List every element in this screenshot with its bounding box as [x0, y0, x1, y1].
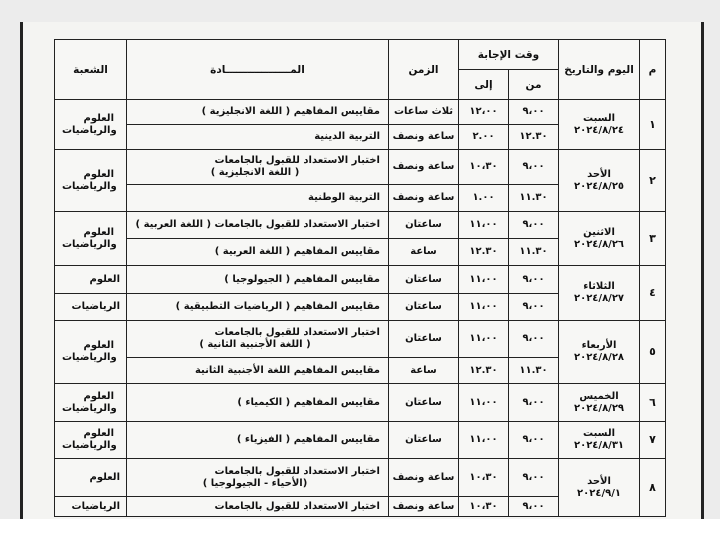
day-date-cell: [559, 100, 640, 150]
row-number: ٥: [640, 321, 666, 384]
duration: ثلاث ساعات: [389, 100, 459, 125]
duration: ساعتان: [389, 422, 459, 459]
branch-line: العلوم: [83, 428, 114, 439]
branch: [55, 150, 127, 212]
time-to: ١٠،٣٠: [459, 459, 509, 497]
header-duration: الزمن: [389, 40, 459, 100]
branch-line: والرياضيات: [62, 180, 117, 192]
branch-line: العلوم: [83, 112, 114, 124]
table-row: [55, 266, 666, 294]
subject: [127, 459, 389, 497]
row-number: ١: [640, 100, 666, 150]
day-name: الأحد: [587, 475, 611, 487]
time-to: ١٠،٣٠: [459, 150, 509, 185]
row-number: ٨: [640, 459, 666, 517]
day-date-cell: [559, 459, 640, 517]
subject-line: اختبار الاستعداد للقبول بالجامعات ( اللغة العربية ): [135, 219, 380, 230]
time-from: ٩،٠٠: [509, 294, 559, 321]
branch: العلوم: [55, 459, 127, 497]
branch-line: والرياضيات: [62, 124, 117, 136]
exam-date: ٢٠٢٤/٨/٢٨: [574, 352, 625, 363]
exam-date: ٢٠٢٤/٨/٣١: [574, 440, 625, 451]
subject-line: التربية الوطنية: [308, 192, 380, 203]
header-to: إلى: [459, 70, 509, 100]
subject-line: اختبار الاستعداد للقبول بالجامعات: [214, 155, 380, 166]
time-from: ١٢.٣٠: [509, 125, 559, 150]
subject-line: مقاييس المفاهيم اللغة الأجنبية الثانية: [194, 364, 380, 376]
header-from: من: [509, 70, 559, 100]
time-to: ١٢.٣٠: [459, 239, 509, 266]
branch: [55, 100, 127, 150]
subject-line: اختبار الاستعداد للقبول بالجامعات: [214, 465, 380, 477]
subject-line: ( اللغة الانجليزية ): [210, 167, 300, 178]
day-date-cell: [559, 150, 640, 212]
schedule-body: [55, 100, 666, 517]
header-num: م: [640, 40, 666, 100]
branch-line: العلوم: [83, 340, 114, 351]
time-to: ١٢،٠٠: [459, 100, 509, 125]
exam-schedule-table: [54, 39, 666, 517]
time-to: ١١،٠٠: [459, 384, 509, 422]
day-date-cell: [559, 321, 640, 384]
exam-date: ٢٠٢٤/٩/١: [577, 487, 621, 499]
duration: ساعتان: [389, 212, 459, 239]
day-name: السبت: [583, 112, 616, 124]
duration: ساعتان: [389, 294, 459, 321]
duration: ساعة: [389, 358, 459, 384]
duration: ساعة ونصف: [389, 185, 459, 212]
exam-date: ٢٠٢٤/٨/٢٤: [574, 124, 625, 136]
time-from: ٩،٠٠: [509, 321, 559, 358]
branch: [55, 212, 127, 266]
branch: العلوم: [55, 266, 127, 294]
time-from: ٩،٠٠: [509, 497, 559, 517]
duration: ساعتان: [389, 384, 459, 422]
exam-date: ٢٠٢٤/٨/٢٧: [574, 293, 625, 304]
branch: الرياضيات: [55, 497, 127, 517]
subject-line: مقاييس المفاهيم ( الرياضيات التطبيقية ): [175, 301, 380, 312]
row-number: ٦: [640, 384, 666, 422]
time-to: ١.٠٠: [459, 185, 509, 212]
subject-line: اختبار الاستعداد للقبول بالجامعات: [214, 500, 380, 512]
time-from: ٩،٠٠: [509, 212, 559, 239]
row-number: ٤: [640, 266, 666, 321]
subject-line: مقاييس المفاهيم ( الجيولوجيا ): [224, 273, 380, 285]
day-date-cell: [559, 212, 640, 266]
branch-line: العلوم: [83, 390, 114, 402]
duration: ساعة ونصف: [389, 125, 459, 150]
branch-line: والرياضيات: [62, 440, 117, 451]
header-row: [55, 40, 666, 70]
header-answer-time: وقت الإجابة: [459, 40, 559, 70]
branch: [55, 422, 127, 459]
time-to: ٢.٠٠: [459, 125, 509, 150]
branch: الرياضيات: [55, 294, 127, 321]
branch-line: العلوم: [83, 168, 114, 180]
day-name: الأربعاء: [581, 340, 617, 351]
time-from: ٩،٠٠: [509, 266, 559, 294]
day-name: الثلاثاء: [583, 281, 615, 292]
cropped-footer-text: [0, 519, 720, 535]
subject: [127, 497, 389, 517]
duration: ساعتان: [389, 266, 459, 294]
time-to: ١١،٠٠: [459, 321, 509, 358]
time-to: ١٠،٣٠: [459, 497, 509, 517]
time-from: ٩،٠٠: [509, 459, 559, 497]
time-from: ١١.٣٠: [509, 239, 559, 266]
time-to: ١١،٠٠: [459, 422, 509, 459]
subject: [127, 150, 389, 185]
duration: ساعتان: [389, 321, 459, 358]
duration: ساعة ونصف: [389, 459, 459, 497]
time-to: ١٢.٣٠: [459, 358, 509, 384]
exam-date: ٢٠٢٤/٨/٢٥: [574, 180, 625, 192]
exam-date: ٢٠٢٤/٨/٢٦: [574, 238, 625, 250]
time-from: ٩،٠٠: [509, 100, 559, 125]
branch: [55, 321, 127, 384]
time-from: ١١.٣٠: [509, 185, 559, 212]
day-date-cell: [559, 384, 640, 422]
table-row: [55, 422, 666, 459]
table-row: [55, 384, 666, 422]
branch: [55, 384, 127, 422]
time-to: ١١،٠٠: [459, 266, 509, 294]
day-date-cell: [559, 422, 640, 459]
table-row: [55, 321, 666, 358]
subject-line: مقاييس المفاهيم ( اللغة الانجليزية ): [201, 106, 380, 117]
branch-line: والرياضيات: [62, 238, 117, 250]
subject-line: ( اللغة الأجنبية الثانية ): [199, 339, 311, 350]
time-from: ٩،٠٠: [509, 422, 559, 459]
subject: [127, 125, 389, 150]
time-from: ٩،٠٠: [509, 150, 559, 185]
subject: [127, 239, 389, 266]
subject: [127, 422, 389, 459]
subject: [127, 212, 389, 239]
day-name: الأحد: [587, 168, 611, 180]
time-from: ١١.٣٠: [509, 358, 559, 384]
day-name: الخميس: [579, 390, 619, 402]
time-to: ١١،٠٠: [459, 294, 509, 321]
duration: ساعة: [389, 239, 459, 266]
header-day-date: اليوم والتاريخ: [559, 40, 640, 100]
table-row: [55, 459, 666, 497]
subject-line: مقاييس المفاهيم ( الفيزياء ): [236, 434, 380, 445]
time-to: ١١،٠٠: [459, 212, 509, 239]
table-row: [55, 150, 666, 185]
day-name: الاثنين: [583, 226, 615, 238]
subject: [127, 294, 389, 321]
row-number: ٣: [640, 212, 666, 266]
row-number: ٢: [640, 150, 666, 212]
day-date-cell: [559, 266, 640, 321]
duration: ساعة ونصف: [389, 150, 459, 185]
branch-line: والرياضيات: [62, 402, 117, 414]
subject-line: (الأحياء - الجيولوجيا ): [202, 477, 308, 489]
exam-date: ٢٠٢٤/٨/٢٩: [574, 402, 625, 414]
subject-line: اختبار الاستعداد للقبول بالجامعات: [214, 327, 380, 338]
subject-line: مقاييس المفاهيم ( اللغة العربية ): [214, 246, 380, 257]
subject: [127, 185, 389, 212]
subject: [127, 358, 389, 384]
table-row: [55, 212, 666, 239]
header-branch: الشعبة: [55, 40, 127, 100]
branch-line: والرياضيات: [62, 352, 117, 363]
subject-line: التربية الدينية: [314, 131, 380, 142]
time-from: ٩،٠٠: [509, 384, 559, 422]
day-name: السبت: [583, 428, 616, 439]
row-number: ٧: [640, 422, 666, 459]
table-row: [55, 100, 666, 125]
subject: [127, 100, 389, 125]
branch-line: العلوم: [83, 226, 114, 238]
duration: ساعة ونصف: [389, 497, 459, 517]
subject: [127, 321, 389, 358]
subject-line: مقاييس المفاهيم ( الكيمياء ): [237, 396, 380, 408]
subject: [127, 384, 389, 422]
subject: [127, 266, 389, 294]
header-subject: المــــــــــــــــــادة: [127, 40, 389, 100]
